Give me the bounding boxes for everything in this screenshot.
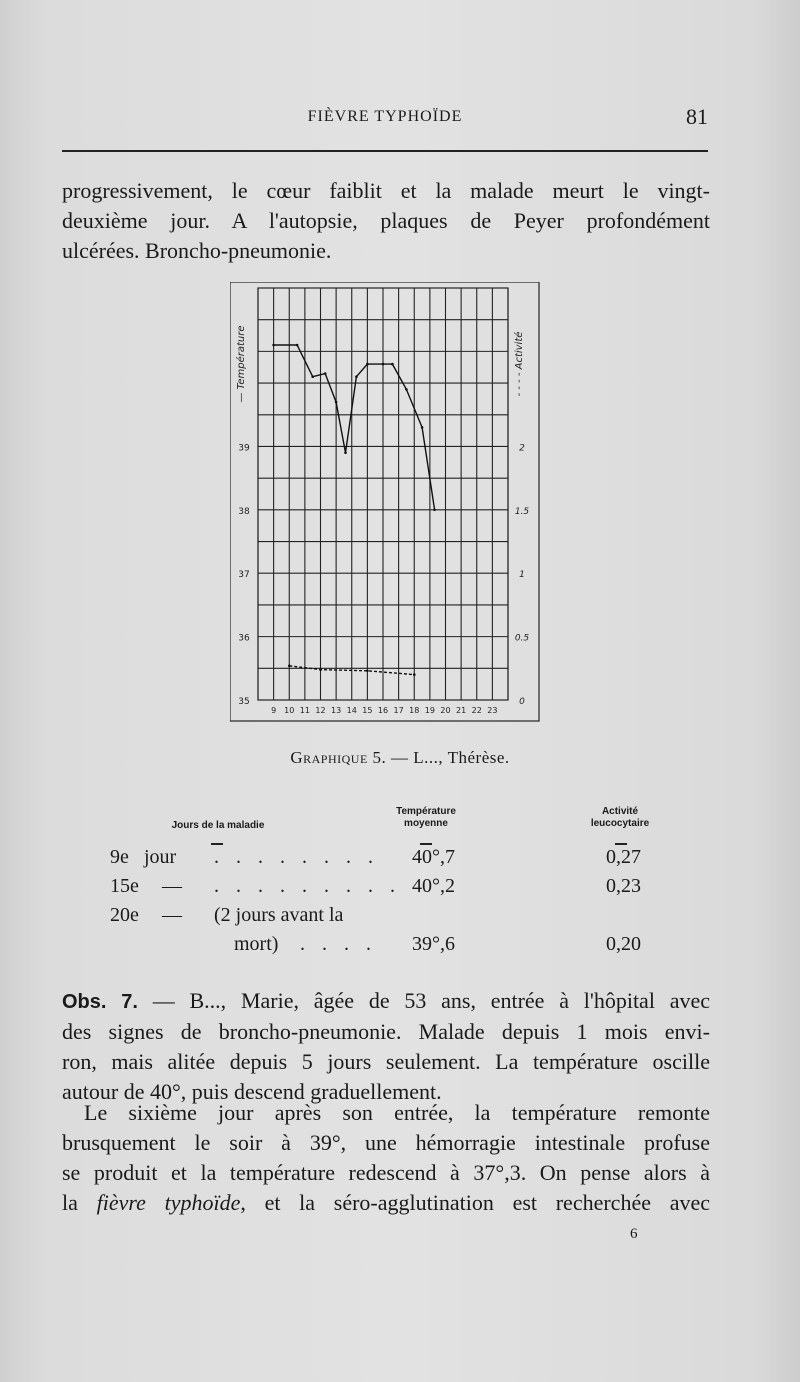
x-tick-label: 18 — [409, 706, 420, 715]
header-temperature-line1: Température — [396, 806, 456, 817]
temperature-point — [355, 375, 358, 378]
text-line — [62, 986, 710, 1017]
left-tick-label: 35 — [238, 697, 250, 707]
header-dash — [420, 843, 432, 845]
caption-number: 5. — [372, 748, 387, 767]
right-axis-title: - - - - Activité — [514, 331, 525, 397]
text-fragment: — B..., Marie, âgée de 53 ans, entrée à l'hôpital avec — [137, 988, 710, 1013]
x-tick-label: 17 — [393, 706, 404, 715]
temperature-activity-chart — [230, 282, 540, 722]
temperature-point — [382, 363, 385, 366]
header-temperature-line2: moyenne — [404, 818, 448, 829]
figure-caption — [0, 748, 800, 768]
italic-term: fièvre typhoïde — [96, 1190, 241, 1215]
temperature-point — [405, 388, 408, 391]
activity-point — [413, 673, 416, 676]
right-tick-label: 1 — [519, 570, 525, 581]
text-line: des signes de broncho-pneumonie. Malade depuis 1 mois envi- — [62, 1019, 710, 1044]
left-axis-title: — Température — [236, 325, 247, 403]
left-tick-label: 37 — [238, 570, 250, 581]
right-tick-label: 2 — [519, 443, 525, 454]
text-line: progressivement, le cœur faiblit et la malade meurt le vingt- — [62, 178, 710, 203]
row-activity: 0,23 — [606, 875, 641, 897]
header-rule — [62, 150, 708, 152]
caption-prefix: Graphique — [290, 748, 368, 767]
x-tick-label: 21 — [456, 706, 467, 715]
text-fragment: la — [62, 1190, 97, 1215]
paragraph-observation-7 — [62, 986, 710, 1107]
temperature-point — [344, 452, 347, 455]
left-tick-label: 38 — [238, 506, 250, 517]
temperature-point — [272, 344, 275, 347]
running-title: FIÈVRE TYPHOÏDE — [307, 108, 463, 125]
x-tick-label: 14 — [346, 706, 357, 715]
activity-point — [319, 668, 322, 671]
row-label: jour — [144, 846, 177, 868]
text-line: deuxième jour. A l'autopsie, plaques de Peyer profondément — [62, 208, 710, 233]
row-dots: . . . . . . . . . — [214, 875, 401, 897]
temperature-point — [311, 375, 314, 378]
left-tick-label: 36 — [238, 633, 250, 644]
right-tick-label: 0 — [519, 697, 525, 707]
row-temperature: 40°,7 — [412, 846, 455, 868]
row-activity: 0,27 — [606, 846, 641, 868]
temperature-point — [324, 372, 327, 375]
observation-label: Obs. 7. — [62, 991, 138, 1013]
temperature-point — [391, 363, 394, 366]
text-line: se produit et la température redescend à 37°,3. On pense alors à — [62, 1160, 710, 1185]
signature-mark: 6 — [630, 1226, 638, 1242]
header-activity-line2: leucocytaire — [590, 818, 650, 829]
x-tick-label: 20 — [440, 706, 451, 715]
row-day: 15e — [110, 875, 139, 897]
temperature-point — [433, 509, 436, 512]
header-temperature — [376, 806, 476, 830]
temperature-series-line — [274, 345, 435, 510]
page-number: 81 — [686, 104, 708, 129]
caption-rest: — L..., Thérèse. — [391, 748, 510, 767]
temperature-point — [421, 426, 424, 429]
header-activity-line1: Activité — [601, 806, 639, 817]
activity-point — [288, 665, 291, 668]
header-dash — [615, 843, 627, 845]
paragraph-sixth-day — [62, 1098, 710, 1218]
row-dots: . . . . . . . . — [214, 846, 379, 868]
data-table — [110, 800, 670, 960]
row-day: 20e — [110, 904, 139, 926]
row-label: — — [162, 875, 182, 897]
text-line: autour de 40°, puis descend graduellement. — [62, 1079, 442, 1104]
x-tick-label: 22 — [471, 706, 482, 715]
x-tick-label: 23 — [487, 706, 498, 715]
activity-point — [366, 670, 369, 673]
row-label: — — [162, 904, 182, 926]
row-activity: 0,20 — [606, 933, 641, 955]
chart-svg — [230, 282, 540, 722]
row-note: (2 jours avant la — [214, 904, 344, 926]
temperature-point — [335, 401, 338, 404]
text-line: Le sixième jour après son entrée, la température remonte — [84, 1100, 710, 1125]
text-line: ron, mais alitée depuis 5 jours seulement. La température oscille — [62, 1049, 710, 1074]
row-day: 9e — [110, 846, 129, 868]
temperature-point — [296, 344, 299, 347]
row-dots: . . . . — [300, 933, 377, 955]
header-activity — [570, 806, 670, 830]
x-tick-label: 16 — [377, 706, 389, 715]
right-tick-label: 1.5 — [514, 506, 530, 517]
running-head — [62, 104, 708, 134]
row-temperature: 40°,2 — [412, 875, 455, 897]
temperature-point — [366, 363, 369, 366]
header-days: Jours de la maladie — [171, 820, 265, 831]
x-tick-label: 9 — [271, 706, 277, 715]
header-dash — [211, 843, 223, 845]
x-tick-label: 12 — [315, 706, 326, 715]
row-note: mort) — [234, 933, 279, 955]
text-line: ulcérées. Broncho-pneumonie. — [62, 238, 332, 263]
x-tick-label: 11 — [299, 706, 310, 715]
paragraph-continuation — [62, 176, 710, 266]
row-temperature: 39°,6 — [412, 933, 455, 955]
x-tick-label: 13 — [331, 706, 342, 715]
x-tick-label: 19 — [424, 706, 435, 715]
text-fragment: , et la séro-agglutination est recherchée avec — [240, 1190, 710, 1215]
text-line — [62, 1188, 710, 1218]
x-tick-label: 10 — [284, 706, 295, 715]
x-tick-label: 15 — [362, 706, 373, 715]
text-line: brusquement le soir à 39°, une hémorragie intestinale profuse — [62, 1130, 710, 1155]
left-tick-label: 39 — [238, 443, 250, 454]
right-tick-label: 0.5 — [514, 633, 530, 644]
